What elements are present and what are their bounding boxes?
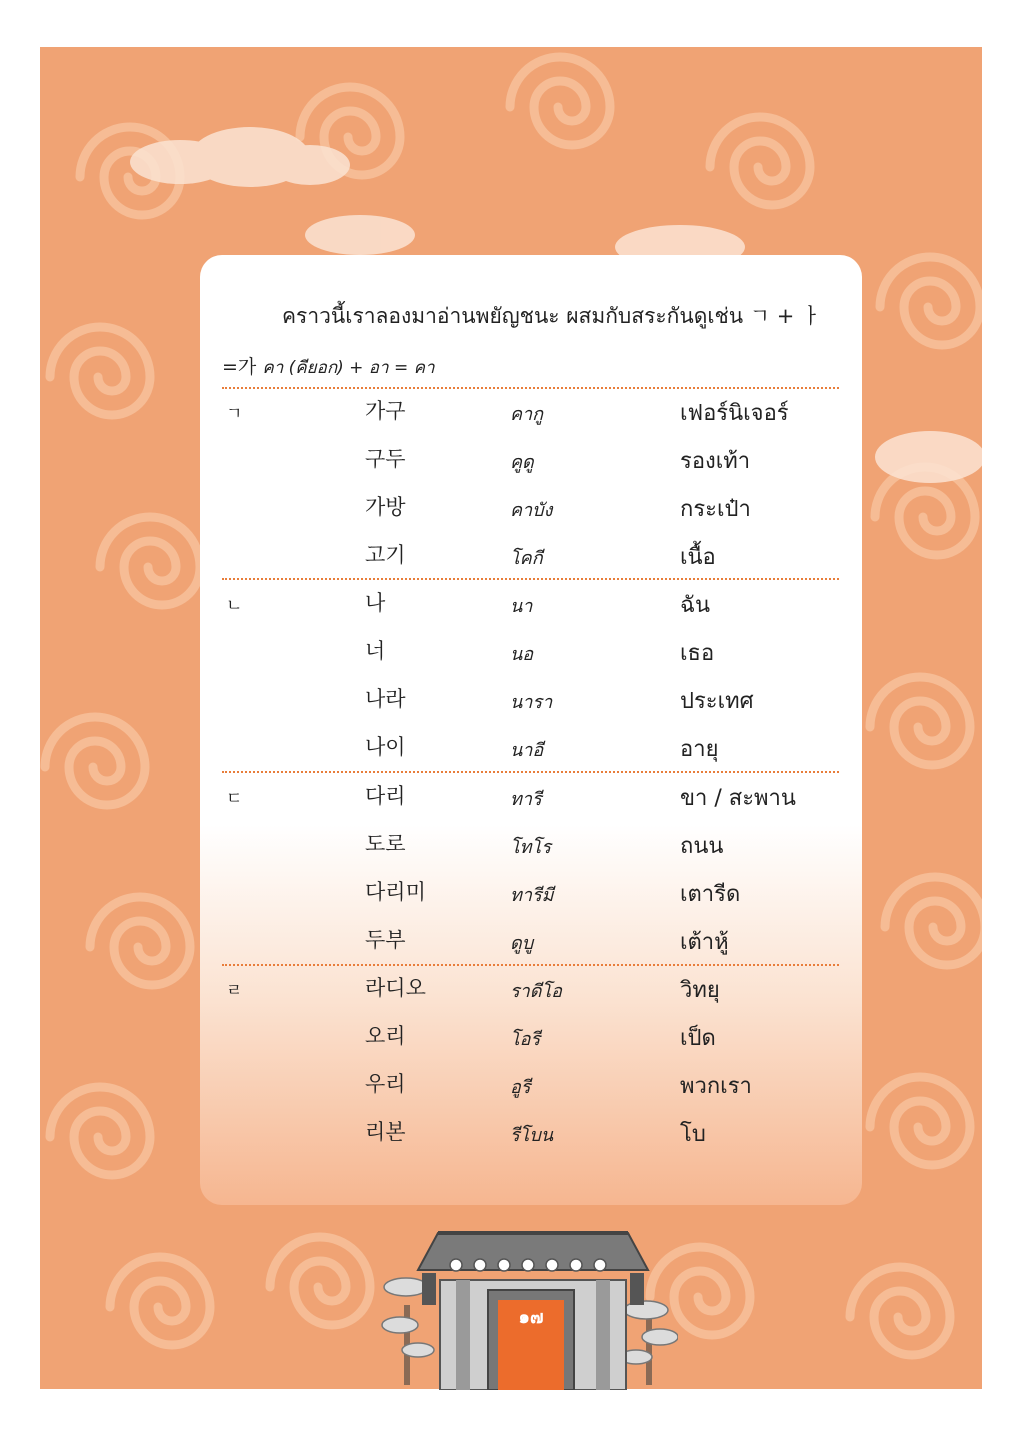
thai-meaning: พวกเรา (680, 1074, 752, 1099)
intro-text: คราวนี้เราลองมาอ่านพยัญชนะ ผสมกับสระกันดูเช่น ㄱ + ㅏ (282, 304, 822, 328)
thai-reading: ทารี (510, 789, 542, 810)
korean-word: 라디오 (365, 976, 426, 1000)
group-separator (222, 964, 839, 966)
korean-word: 오리 (365, 1024, 406, 1048)
korean-word: 너 (365, 639, 386, 663)
page-number: ๑๗ (518, 1307, 544, 1328)
intro-example (222, 352, 435, 381)
korean-word: 가방 (365, 495, 406, 519)
thai-meaning: เฟอร์นิเจอร์ (680, 401, 789, 426)
consonant-label: ㄴ (226, 596, 243, 616)
korean-word: 나이 (365, 735, 406, 759)
korean-word: 다리미 (365, 880, 426, 904)
thai-reading: คูดู (510, 452, 534, 473)
thai-meaning: ขา / สะพาน (680, 786, 796, 811)
consonant-label: ㄷ (226, 789, 243, 809)
tree-right-icon (620, 1301, 678, 1385)
thai-meaning: อายุ (680, 737, 719, 762)
thai-meaning: กระเป๋า (680, 497, 751, 522)
group-separator (222, 771, 839, 773)
thai-meaning: ถนน (680, 834, 724, 859)
korean-word: 리본 (365, 1120, 406, 1144)
korean-word: 가구 (365, 399, 406, 423)
thai-reading: ดูบู (510, 933, 534, 954)
thai-meaning: เตารีด (680, 882, 741, 907)
korean-word: 나 (365, 591, 386, 615)
intro-example-reading: คา (คียอก) + อา = คา (262, 358, 435, 378)
thai-reading: โทโร (510, 837, 551, 858)
thai-meaning: วิทยุ (680, 978, 720, 1003)
thai-reading: นารา (510, 692, 553, 713)
thai-reading: โอรี (510, 1029, 541, 1050)
thai-reading: ทารีมี (510, 885, 554, 906)
thai-reading: ราดีโอ (510, 981, 562, 1002)
group-separator (222, 578, 839, 580)
korean-word: 나라 (365, 687, 406, 711)
korean-word: 다리 (365, 784, 406, 808)
korean-word: 구두 (365, 447, 406, 471)
thai-reading: คากู (510, 404, 544, 425)
thai-meaning: ฉัน (680, 593, 711, 618)
korean-word: 고기 (365, 543, 406, 567)
thai-reading: โคกี (510, 548, 543, 569)
thai-meaning: โบ (680, 1122, 706, 1147)
korean-word: 우리 (365, 1072, 406, 1096)
thai-reading: นา (510, 596, 533, 617)
korean-word: 도로 (365, 832, 406, 856)
consonant-label: ㄹ (226, 981, 243, 1001)
thai-meaning: เต้าหู้ (680, 930, 729, 955)
thai-reading: อูรี (510, 1077, 531, 1098)
thai-meaning: เนื้อ (680, 545, 716, 570)
group-separator (222, 387, 839, 389)
thai-reading: คาบัง (510, 500, 553, 521)
thai-meaning: รองเท้า (680, 449, 751, 474)
thai-reading: รีโบน (510, 1125, 554, 1146)
intro-example-syllable: =가 (222, 356, 257, 378)
thai-reading: นอ (510, 644, 534, 665)
thai-reading: นาอี (510, 740, 544, 761)
consonant-label: ㄱ (226, 404, 243, 424)
thai-meaning: เป็ด (680, 1026, 716, 1051)
korean-word: 두부 (365, 928, 406, 952)
thai-meaning: ประเทศ (680, 689, 754, 714)
thai-meaning: เธอ (680, 641, 715, 666)
